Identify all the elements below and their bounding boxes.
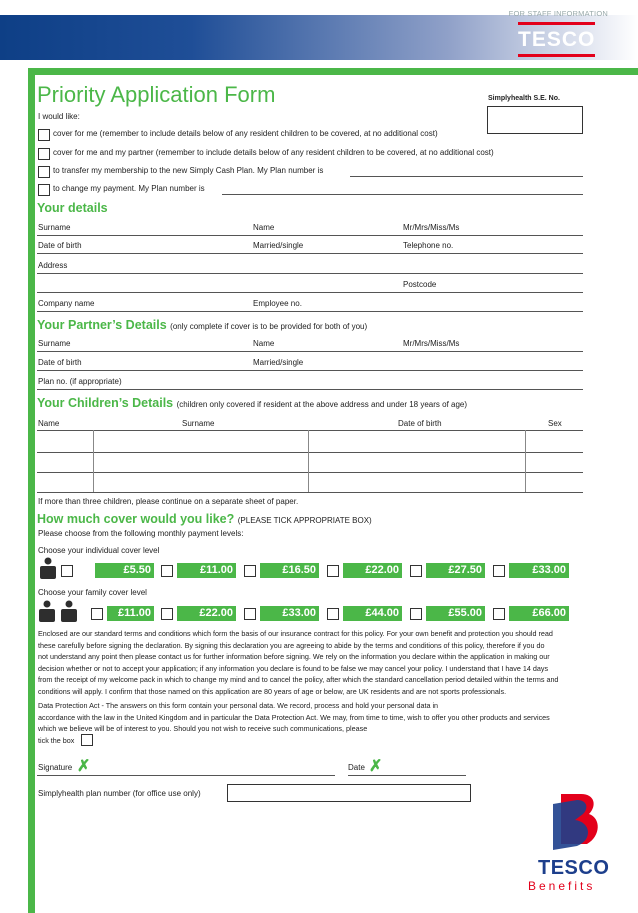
children-footnote: If more than three children, please continue on a separate sheet of paper. (38, 497, 299, 506)
family-tick-1[interactable] (91, 608, 103, 620)
cover-note: (PLEASE TICK APPROPRIATE BOX) (237, 516, 372, 525)
cover-heading (37, 512, 372, 526)
benefits-b-logo (547, 790, 603, 852)
children-table-top (37, 430, 583, 431)
your-address-label: Address (38, 261, 68, 270)
your-address-line[interactable] (37, 273, 583, 274)
se-number-input[interactable] (487, 106, 583, 134)
children-col-name: Name (38, 419, 60, 428)
children-note: (children only covered if resident at the above address and under 18 years of age) (176, 400, 468, 409)
option-checkbox-transfer[interactable] (38, 166, 50, 178)
logo-stripe-top (518, 22, 595, 25)
your-company-label: Company name (38, 299, 95, 308)
signature-cross-mark: ✗ (77, 758, 91, 775)
dpa-line: accordance with the law in the United Kingdom and in particular the Data Protection Act. We may, from time to time, wish to offer you other products and services (38, 712, 550, 722)
partner-row2-line[interactable] (37, 370, 583, 371)
option-label-me: cover for me (remember to include details below of any resident children to be covered, at no additional cost) (53, 129, 438, 138)
terms-line: conditions will apply. I confirm that those named on this application are 80 years of age or below, are UK residents and are not sports professionals. (38, 686, 507, 696)
se-number-label: Simplyhealth S.E. No. (488, 95, 560, 102)
dpa-line: which we believe will be of interest to you. Should you not wish to receive such communications, please (38, 724, 368, 734)
children-col-dob: Date of birth (398, 419, 442, 428)
option-label-partner: cover for me and my partner (remember to include details below of any resident children to be covered, at no additional cost) (53, 148, 494, 157)
your-married-label: Married/single (253, 241, 304, 250)
individual-tick-1[interactable] (61, 565, 73, 577)
option-checkbox-payment[interactable] (38, 184, 50, 196)
page-title: Priority Application Form (37, 82, 276, 107)
partner-row1-line[interactable] (37, 351, 583, 352)
your-postcode-line[interactable] (37, 292, 583, 293)
individual-person-icon (37, 557, 59, 579)
children-row-3[interactable] (37, 492, 583, 493)
signature-line[interactable] (37, 775, 335, 776)
children-col-sex: Sex (548, 419, 562, 428)
family-tick-3[interactable] (244, 608, 256, 620)
family-price-2: £22.00 (177, 606, 236, 621)
children-divider-1 (93, 430, 94, 492)
transfer-plan-number-line[interactable] (350, 176, 583, 177)
dpa-opt-out-checkbox[interactable] (81, 734, 93, 746)
option-label-payment: to change my payment. My Plan number is (53, 184, 205, 193)
date-cross-mark: ✗ (369, 758, 383, 775)
individual-tick-2[interactable] (161, 565, 173, 577)
your-employee-label: Employee no. (253, 299, 302, 308)
family-price-1: £11.00 (107, 606, 154, 621)
form-background (35, 75, 638, 906)
individual-price-1: £5.50 (95, 563, 154, 578)
family-price-4: £44.00 (343, 606, 402, 621)
partner-name-label: Name (253, 339, 275, 348)
footer-tesco-logo: TESCO (538, 857, 610, 879)
children-row-1[interactable] (37, 452, 583, 453)
your-row1-line[interactable] (37, 235, 583, 236)
partner-surname-label: Surname (38, 339, 71, 348)
cover-levels-text: Please choose from the following monthly payment levels: (38, 529, 244, 538)
family-price-5: £55.00 (426, 606, 485, 621)
partner-plan-line[interactable] (37, 389, 583, 390)
logo-stripe-bottom (518, 54, 595, 57)
your-dob-label: Date of birth (38, 241, 82, 250)
office-plan-label: Simplyhealth plan number (for office use only) (38, 789, 201, 798)
family-price-row (61, 605, 591, 622)
terms-paragraph (38, 628, 598, 698)
terms-line: from the receipt of my welcome pack in which to change my mind and to cancel the policy, after which the standard cancellation period detailed within the terms and (38, 675, 559, 685)
children-divider-2 (308, 430, 309, 492)
individual-price-5: £27.50 (426, 563, 485, 578)
children-col-surname: Surname (182, 419, 215, 428)
payment-plan-number-line[interactable] (222, 194, 583, 195)
partner-married-label: Married/single (253, 358, 304, 367)
partner-note: (only complete if cover is to be provided for both of you) (170, 322, 368, 331)
your-surname-label: Surname (38, 223, 71, 232)
your-title-label: Mr/Mrs/Miss/Ms (403, 223, 460, 232)
individual-price-3: £16.50 (260, 563, 319, 578)
individual-price-6: £33.00 (509, 563, 569, 578)
terms-line: not understand any point then please contact us for further information before signing. We rely on the information you declare within the application in making our (38, 652, 550, 662)
tesco-logo (518, 28, 595, 52)
partner-plan-label: Plan no. (if appropriate) (38, 377, 122, 386)
individual-price-row (61, 562, 591, 579)
individual-cover-label: Choose your individual cover level (38, 546, 160, 555)
your-row2-line[interactable] (37, 253, 583, 254)
dpa-line: Data Protection Act - The answers on this form contain your personal data. We record, process and hold your personal data in (38, 701, 439, 710)
family-price-3: £33.00 (260, 606, 319, 621)
terms-line: Enclosed are our standard terms and conditions which form the basis of our insurance contract for this policy. For your own benefit and protection you should read (38, 629, 553, 638)
terms-line: decision whether or not to accept your application; if any information you declare is found to be false we may cancel your policy. I understand that I have 14 days (38, 663, 549, 673)
children-heading-text: Your Children’s Details (37, 396, 174, 410)
terms-line: these carefully before signing the declaration. By signing this declaration you are agreeing to abide by the terms and conditions of this policy, therefore if you do (38, 640, 545, 650)
individual-tick-4[interactable] (327, 565, 339, 577)
footer-benefits-text: Benefits (528, 879, 596, 893)
date-line[interactable] (348, 775, 466, 776)
partner-heading-text: Your Partner’s Details (37, 318, 167, 332)
children-heading (37, 396, 467, 410)
your-details-heading: Your details (37, 201, 108, 215)
family-cover-label: Choose your family cover level (38, 588, 147, 597)
intro-text: I would like: (38, 112, 80, 121)
family-tick-2[interactable] (161, 608, 173, 620)
individual-tick-3[interactable] (244, 565, 256, 577)
individual-tick-5[interactable] (410, 565, 422, 577)
partner-title-label: Mr/Mrs/Miss/Ms (403, 339, 460, 348)
family-tick-4[interactable] (327, 608, 339, 620)
partner-heading (37, 318, 367, 332)
your-telephone-label: Telephone no. (403, 241, 454, 250)
children-divider-3 (525, 430, 526, 492)
dpa-paragraph (38, 700, 598, 746)
tesco-logo-text: TESCO (518, 28, 596, 51)
family-tick-6[interactable] (493, 608, 505, 620)
partner-dob-label: Date of birth (38, 358, 82, 367)
individual-price-2: £11.00 (177, 563, 236, 578)
family-tick-5[interactable] (410, 608, 422, 620)
family-price-6: £66.00 (509, 606, 569, 621)
signature-label: Signature (38, 763, 73, 772)
option-checkbox-me[interactable] (38, 129, 50, 141)
date-label: Date (348, 763, 365, 772)
staff-info-label: FOR STAFF INFORMATION (508, 9, 608, 18)
individual-tick-6[interactable] (493, 565, 505, 577)
option-label-transfer: to transfer my membership to the new Simply Cash Plan. My Plan number is (53, 166, 324, 175)
children-row-2[interactable] (37, 472, 583, 473)
your-company-line[interactable] (37, 311, 583, 312)
option-checkbox-partner[interactable] (38, 148, 50, 160)
office-plan-input[interactable] (227, 784, 471, 802)
cover-heading-text: How much cover would you like? (37, 512, 235, 526)
your-name-label: Name (253, 223, 275, 232)
individual-price-4: £22.00 (343, 563, 402, 578)
your-postcode-label: Postcode (403, 280, 437, 289)
dpa-line: tick the box (38, 735, 75, 745)
